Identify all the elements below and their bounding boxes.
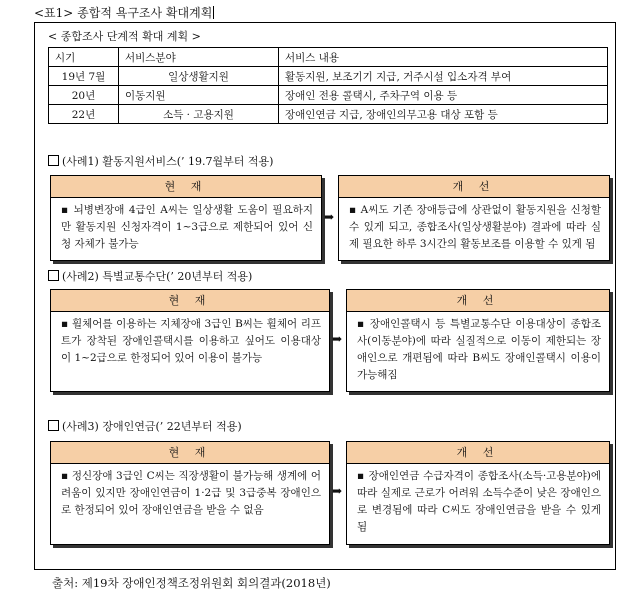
plan-subtitle: < 종합조사 단계적 확대 계획 >: [48, 30, 201, 43]
cell-service-field: 일상생활지원: [119, 67, 279, 86]
cell-service-field: 이동지원: [119, 86, 279, 105]
case3-current-box: [50, 441, 330, 545]
case3-change-box: [346, 441, 610, 545]
case1-current-label: 현 재: [51, 176, 321, 198]
case3-change-text: ▪ 장애인연금 수급자격이 종합조사(소득·고용분야)에 따라 실제로 근로가 어려워 소득수준이 낮은 장애인으로 변경됨에 따라 C씨도 장애인연금을 받을 수 있게 됨: [357, 470, 601, 533]
checkbox-icon: [48, 420, 59, 431]
checkbox-icon: [48, 155, 59, 166]
checkbox-icon: [48, 270, 59, 281]
case2-title: (사례2) 특별교통수단(’ 20년부터 적용): [48, 268, 252, 284]
source-note: 출처: 제19차 장애인정책조정위원회 회의결과(2018년): [52, 576, 331, 590]
cell-service-content: 장애인 전용 콜택시, 주차구역 이용 등: [279, 86, 608, 105]
table-row: [49, 67, 608, 86]
case3-current-text: ▪ 정신장애 3급인 C씨는 직장생활이 불가능해 생계에 어려움이 있지만 장애인연금이 1·2급 및 3급중복 장애인으로 한정되어 있어 장애인연금을 받을 수 없음: [61, 470, 321, 516]
cell-service-content: 활동지원, 보조기기 지급, 거주시설 입소자격 부여: [279, 67, 608, 86]
cell-period: 20년: [49, 86, 119, 105]
table-row: [49, 105, 608, 124]
case1-change-label: 개 선: [339, 176, 609, 198]
header-service-field: 서비스분야: [119, 48, 279, 67]
case2-change-label: 개 선: [347, 290, 609, 312]
case1-change-box: [338, 175, 610, 261]
header-service-content: 서비스 내용: [279, 48, 608, 67]
text-cursor: [213, 6, 214, 19]
case2-current-box: [50, 289, 330, 392]
case3-change-label: 개 선: [347, 442, 609, 464]
cell-service-content: 장애인연금 지급, 장애인의무고용 대상 포함 등: [279, 105, 608, 124]
case1-title: (사례1) 활동지원서비스(’ 19.7월부터 적용): [48, 153, 273, 169]
header-period: 시기: [49, 48, 119, 67]
case1-current-box: [50, 175, 322, 261]
case2-current-text: ▪ 휠체어를 이용하는 지체장애 3급인 B씨는 휠체어 리프트가 장착된 장애인콜택시를 이용하고 싶어도 이용대상이 1~2급으로 한정되어 있어 이용이 불가능: [61, 318, 321, 364]
case3-title: (사례3) 장애인연금(’ 22년부터 적용): [48, 418, 242, 434]
case3-current-label: 현 재: [51, 442, 329, 464]
arrow-right-icon: ➡: [332, 484, 343, 498]
table-header-row: [49, 48, 608, 67]
expansion-plan-table: [48, 47, 608, 124]
cell-period: 19년 7월: [49, 67, 119, 86]
table-row: [49, 86, 608, 105]
case2-change-text: ▪ 장애인콜택시 등 특별교통수단 이용대상이 종합조사(이동분야)에 따라 실질적으로 이동이 제한되는 장애인으로 개편됨에 따라 B씨도 장애인콜택시 이용이 가능해짐: [357, 318, 601, 381]
arrow-right-icon: ➡: [332, 332, 343, 346]
case2-current-label: 현 재: [51, 290, 329, 312]
cell-service-field: 소득 · 고용지원: [119, 105, 279, 124]
arrow-right-icon: ➡: [324, 210, 335, 224]
case1-current-text: ▪ 뇌병변장애 4급인 A씨는 일상생활 도움이 필요하지만 활동지원 신청자격이 1~3급으로 제한되어 있어 신청 자체가 불가능: [61, 204, 313, 250]
table-caption: <표1> 종합적 욕구조사 확대계획: [34, 6, 213, 20]
case2-change-box: [346, 289, 610, 392]
case1-change-text: ▪ A씨도 기존 장애등급에 상관없이 활동지원을 신청할 수 있게 되고, 종합조사(일상생활분야) 결과에 따라 실제 필요한 하루 3시간의 활동보조를 이용할 수 있게 됨: [349, 204, 601, 250]
cell-period: 22년: [49, 105, 119, 124]
